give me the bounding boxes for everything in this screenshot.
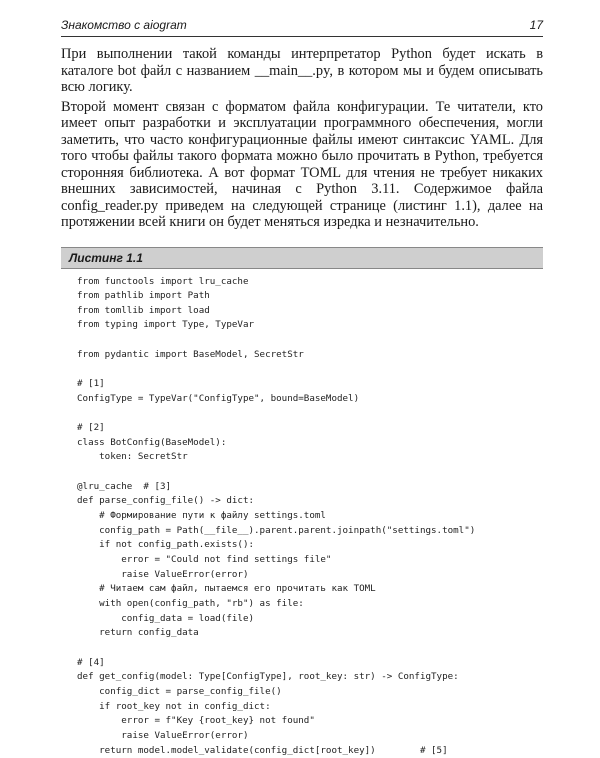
code-listing	[61, 247, 543, 758]
book-page	[61, 14, 543, 758]
body-paragraph: Второй момент связан с форматом файла конфигурации. Те читатели, кто имеет опыт разработки и эксплуатации программного обеспечения, могли заметить, что часто конфигурационные файлы имеют синтаксис YAML. Для того чтобы файлы такого формата можно было прочитать в Python, требуется сторонняя библиотека. А вот формат TOML для чтения не требует никаких внешних зависимостей, начиная с Python 3.11. Содержимое файла config_reader.py приведем на следующей странице (листинг 1.1), далее на протяжении всей книги он будет меняться изредка и незначительно.	[61, 99, 543, 231]
chapter-title: Знакомство с aiogram	[61, 18, 187, 32]
body-paragraph: При выполнении такой команды интерпретатор Python будет искать в каталоге bot файл с названием __main__.py, в котором мы и будем описывать всю логику.	[61, 46, 543, 96]
running-header	[61, 14, 543, 37]
code-block: from functools import lru_cache from pathlib import Path from tomllib import load from typing import Type, TypeVar from pydantic import BaseModel, SecretStr # [1] ConfigType = TypeVar("ConfigType", bound=BaseModel) # [2] class BotConfig(BaseModel): token: SecretStr @lru_cache # [3] def parse_config_file() -> dict: # Формирование пути к файлу settings.toml config_path = Path(__file__).parent.parent.joinpath("settings.toml") if not config_path.exists(): error = "Could not find settings file" raise ValueError(error) # Читаем сам файл, пытаемся его прочитать как TOML with open(config_path, "rb") as file: config_data = load(file) return config_data # [4] def get_config(model: Type[ConfigType], root_key: str) -> ConfigType: config_dict = parse_config_file() if root_key not in config_dict: error = f"Key {root_key} not found" raise ValueError(error) return model.model_validate(config_dict[root_key]) # [5]	[61, 269, 543, 758]
page-number: 17	[530, 18, 543, 32]
listing-title: Листинг 1.1	[61, 248, 543, 269]
